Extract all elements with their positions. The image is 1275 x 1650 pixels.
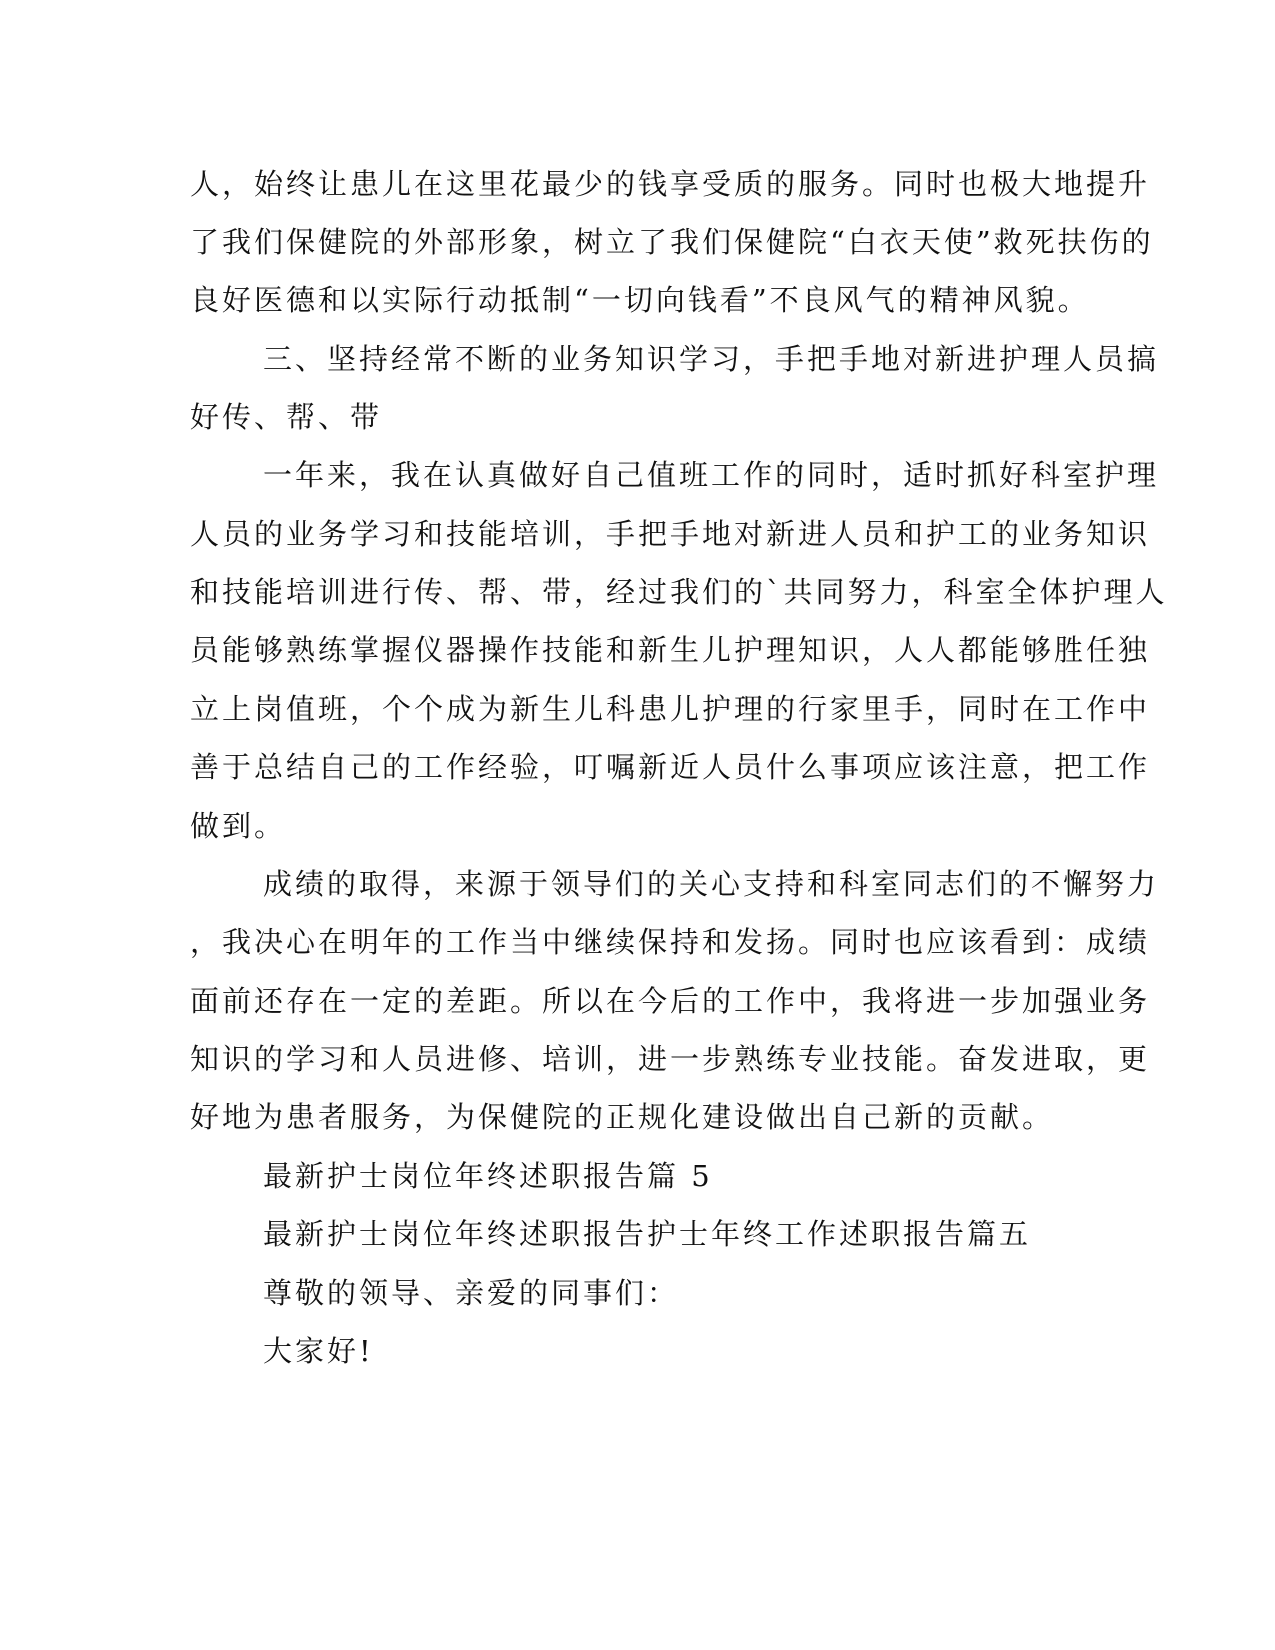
body-text-line: 良好医德和以实际行动抵制“一切向钱看”不良风气的精神风貌。 [190, 283, 1090, 317]
body-text-line: 好地为患者服务，为保健院的正规化建设做出自己新的贡献。 [190, 1100, 1055, 1134]
body-text-line: ，我决心在明年的工作当中继续保持和发扬。同时也应该看到：成绩 [190, 925, 1151, 959]
article-title-line: 最新护士岗位年终述职报告篇 5 [263, 1159, 713, 1193]
greeting-line: 大家好! [263, 1334, 374, 1368]
body-text-line: 做到。 [190, 809, 287, 843]
body-text-line: 了我们保健院的外部形象，树立了我们保健院“白衣天使”救死扶伤的 [190, 225, 1154, 259]
body-text-line: 善于总结自己的工作经验，叮嘱新近人员什么事项应该注意，把工作 [190, 750, 1151, 784]
body-text-line: 人，始终让患儿在这里花最少的钱享受质的服务。同时也极大地提升 [190, 167, 1151, 201]
body-text-line: 知识的学习和人员进修、培训，进一步熟练专业技能。奋发进取，更 [190, 1042, 1151, 1076]
body-text-line: 面前还存在一定的差距。所以在今后的工作中，我将进一步加强业务 [190, 984, 1151, 1018]
section-heading-line: 好传、帮、带 [190, 400, 383, 434]
body-text-line: 一年来，我在认真做好自己值班工作的同时，适时抓好科室护理 [263, 458, 1160, 492]
body-text-line: 立上岗值班，个个成为新生儿科患儿护理的行家里手，同时在工作中 [190, 692, 1151, 726]
section-heading-line: 三、坚持经常不断的业务知识学习，手把手地对新进护理人员搞 [263, 342, 1160, 376]
body-text-line: 员能够熟练掌握仪器操作技能和新生儿护理知识，人人都能够胜任独 [190, 633, 1151, 667]
body-text-line: 人员的业务学习和技能培训，手把手地对新进人员和护工的业务知识 [190, 517, 1151, 551]
salutation-line: 尊敬的领导、亲爱的同事们： [263, 1276, 680, 1310]
body-text-line: 和技能培训进行传、帮、带，经过我们的`共同努力，科室全体护理人 [190, 575, 1168, 609]
body-text-line: 成绩的取得，来源于领导们的关心支持和科室同志们的不懈努力 [263, 867, 1160, 901]
article-subtitle-line: 最新护士岗位年终述职报告护士年终工作述职报告篇五 [263, 1217, 1032, 1251]
